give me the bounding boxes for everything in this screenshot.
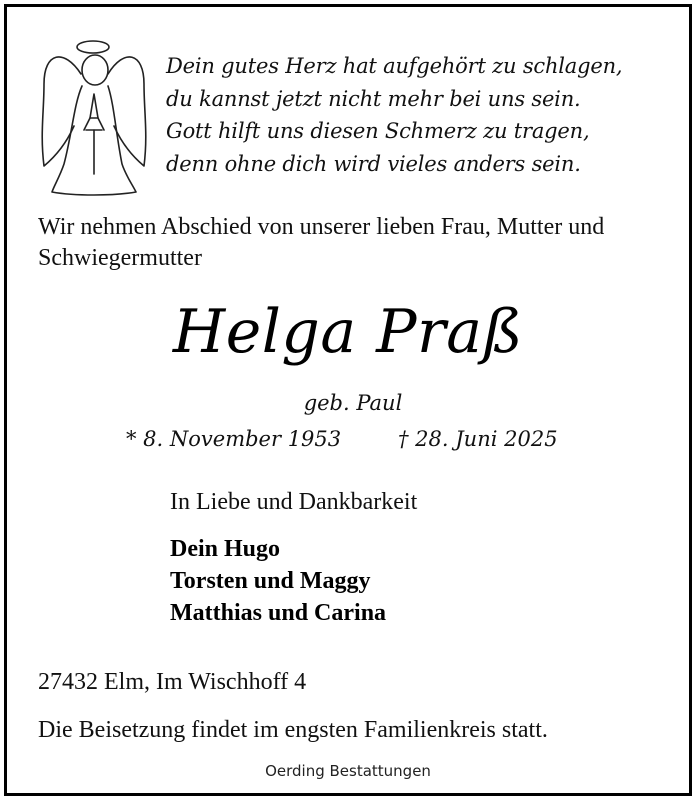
mourner: Torsten und Maggy <box>170 568 371 594</box>
birth-date: * 8. November 1953 <box>126 427 342 451</box>
verse-line: Gott hilft uns diesen Schmerz zu tragen, <box>166 119 590 143</box>
praying-angel-icon <box>34 34 152 198</box>
verse-line: du kannst jetzt nicht mehr bei uns sein. <box>166 86 581 111</box>
undertaker-credit: Oerding Bestattungen <box>265 762 431 780</box>
mourning-address: 27432 Elm, Im Wischhoff 4 <box>38 669 307 695</box>
verse-line: denn ohne dich wird vieles anders sein. <box>166 151 581 176</box>
death-date: † 28. Juni 2025 <box>398 427 558 451</box>
mourner: Matthias und Carina <box>170 600 387 626</box>
funeral-note: Die Beisetzung findet im engsten Familienkreis statt. <box>38 717 548 743</box>
gratitude-line: In Liebe und Dankbarkeit <box>170 489 418 515</box>
deceased-name: Helga Praß <box>172 297 524 367</box>
maiden-name: geb. Paul <box>303 391 403 415</box>
farewell-intro: Wir nehmen Abschied von unserer lieben Frau, Mutter und Schwiegermutter <box>38 214 605 271</box>
mourners-list <box>170 533 386 629</box>
mourner: Dein Hugo <box>170 536 281 562</box>
verse-line: Dein gutes Herz hat aufgehört zu schlagen, <box>166 54 623 78</box>
memorial-verse <box>166 50 622 180</box>
